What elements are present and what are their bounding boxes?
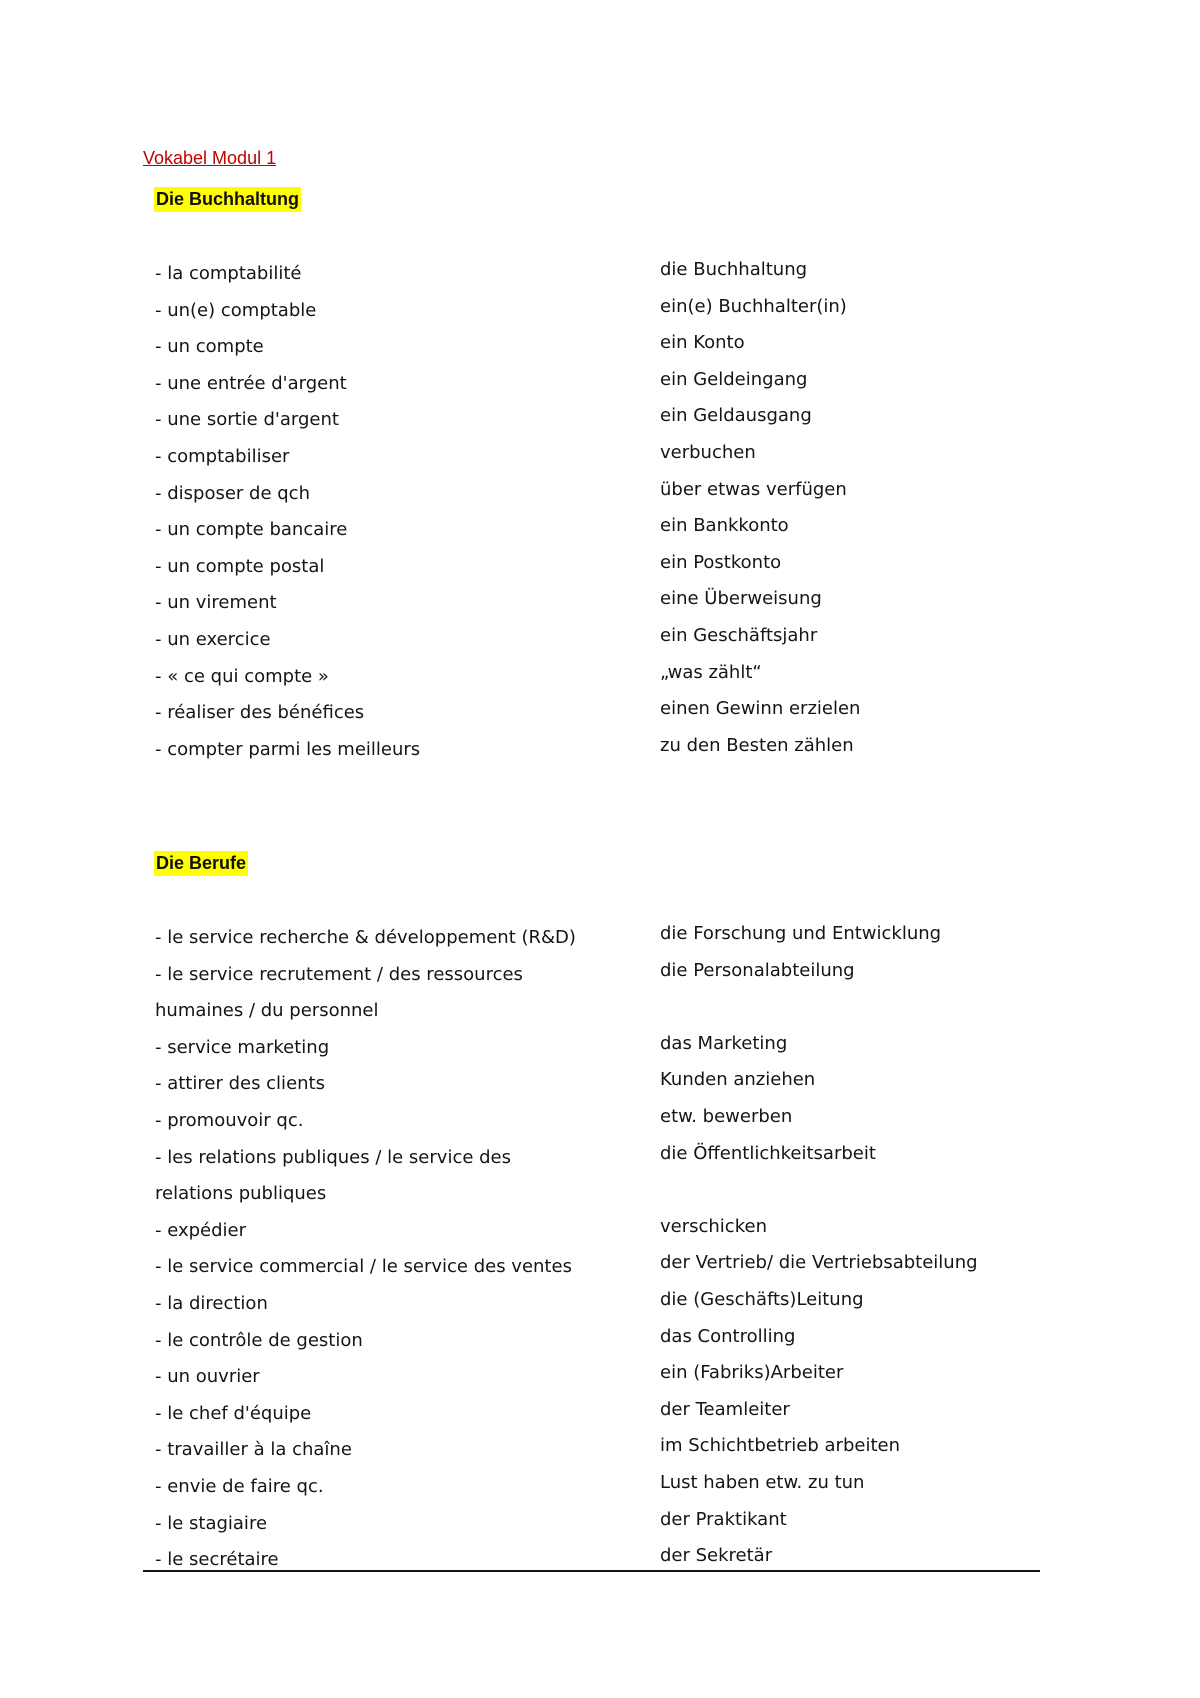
german-term: ein (Fabriks)Arbeiter [660, 1362, 844, 1384]
vocab-row [155, 1396, 1055, 1433]
french-term: - les relations publiques / le service des relations publiques [155, 1146, 512, 1205]
french-term: - un virement [155, 592, 277, 614]
french-term: - un exercice [155, 628, 271, 650]
vocab-row [155, 1140, 1055, 1213]
french-term: - la comptabilité [155, 263, 302, 284]
french-term: - le service recherche & développement (R&D) [155, 927, 576, 948]
german-term: die Buchhaltung [660, 259, 808, 280]
german-term: etw. bewerben [660, 1105, 793, 1127]
french-term: - « ce qui compte » [155, 665, 329, 687]
french-term: - la direction [155, 1292, 268, 1314]
german-term: eine Überweisung [660, 588, 822, 610]
german-term: die Forschung und Entwicklung [660, 923, 942, 944]
german-term: über etwas verfügen [660, 478, 847, 500]
german-term: die Personalabteilung [660, 959, 855, 981]
vocab-row [155, 695, 1055, 732]
vocab-row [155, 1066, 1055, 1103]
french-term: - service marketing [155, 1036, 330, 1058]
german-term: der Vertrieb/ die Vertriebsabteilung [660, 1252, 978, 1274]
vocab-row [155, 1249, 1055, 1286]
german-term: der Teamleiter [660, 1398, 790, 1420]
vocab-row [155, 622, 1055, 659]
german-term: die (Geschäfts)Leitung [660, 1288, 864, 1310]
french-term: - travailler à la chaîne [155, 1439, 352, 1461]
vocab-row [155, 512, 1055, 549]
french-term: - compter parmi les meilleurs [155, 738, 421, 760]
french-term: - une entrée d'argent [155, 372, 347, 394]
vocab-row [155, 256, 1055, 293]
german-term: ein Postkonto [660, 551, 782, 573]
german-term: die Öffentlichkeitsarbeit [660, 1142, 876, 1164]
german-term: das Controlling [660, 1325, 796, 1347]
vocab-row [155, 957, 1055, 1030]
french-term: - le stagiaire [155, 1512, 268, 1534]
german-term: der Sekretär [660, 1545, 773, 1567]
french-term: - un ouvrier [155, 1366, 260, 1388]
vocab-row [155, 1469, 1055, 1506]
french-term: - disposer de qch [155, 482, 310, 504]
french-term: - une sortie d'argent [155, 409, 339, 431]
vocab-row [155, 1213, 1055, 1250]
french-term: - expédier [155, 1219, 247, 1241]
french-term: - un compte postal [155, 555, 325, 577]
french-term: - un compte [155, 336, 264, 358]
vocab-row [155, 920, 1055, 957]
vocab-row [155, 1323, 1055, 1360]
vocab-row [155, 1542, 1055, 1579]
german-term: ein(e) Buchhalter(in) [660, 295, 847, 317]
vocab-row [155, 549, 1055, 586]
section-heading-buchhaltung [154, 186, 301, 212]
french-term: - le secrétaire [155, 1549, 279, 1571]
french-term: - le chef d'équipe [155, 1402, 312, 1424]
french-term: - le contrôle de gestion [155, 1329, 363, 1351]
vocab-row [155, 585, 1055, 622]
german-term: Lust haben etw. zu tun [660, 1471, 865, 1493]
german-term: ein Geldeingang [660, 368, 808, 390]
vocab-row [155, 366, 1055, 403]
german-term: ein Geldausgang [660, 405, 812, 427]
section-heading-berufe [154, 850, 248, 876]
section-heading-text: Die Buchhaltung [154, 187, 301, 212]
french-term: - un compte bancaire [155, 519, 348, 541]
french-term: - le service recrutement / des ressources humaines / du personnel [155, 963, 523, 1022]
vocab-row [155, 1506, 1055, 1543]
vocab-row [155, 293, 1055, 330]
german-term: „was zählt“ [660, 661, 762, 683]
french-term: - le service commercial / le service des ventes [155, 1256, 572, 1278]
document-title: Vokabel Modul 1 [143, 148, 277, 168]
section-heading-text: Die Berufe [154, 851, 248, 876]
german-term: zu den Besten zählen [660, 734, 854, 756]
vocab-row [155, 439, 1055, 476]
french-term: - promouvoir qc. [155, 1109, 304, 1131]
german-term: ein Konto [660, 332, 745, 354]
german-term: Kunden anziehen [660, 1069, 816, 1091]
vocab-row [155, 1103, 1055, 1140]
french-term: - envie de faire qc. [155, 1475, 324, 1497]
bottom-divider [143, 1570, 1040, 1572]
vocab-row [155, 1030, 1055, 1067]
german-term: ein Geschäftsjahr [660, 624, 818, 646]
german-term: im Schichtbetrieb arbeiten [660, 1435, 901, 1457]
vocab-row [155, 402, 1055, 439]
german-term: ein Bankkonto [660, 515, 789, 537]
french-term: - comptabiliser [155, 445, 290, 467]
french-term: - réaliser des bénéfices [155, 702, 365, 724]
vocab-row [155, 1286, 1055, 1323]
german-term: verschicken [660, 1215, 767, 1237]
french-term: - attirer des clients [155, 1073, 325, 1095]
german-term: das Marketing [660, 1032, 788, 1054]
german-term: verbuchen [660, 441, 756, 463]
vocab-row [155, 1359, 1055, 1396]
vocab-row [155, 1432, 1055, 1469]
german-term: einen Gewinn erzielen [660, 698, 861, 720]
vocab-row [155, 476, 1055, 513]
vocab-list-berufe [155, 920, 1055, 1579]
vocab-row [155, 329, 1055, 366]
vocab-row [155, 732, 1055, 769]
french-term: - un(e) comptable [155, 299, 317, 321]
vocab-row [155, 659, 1055, 696]
vocab-list-buchhaltung [155, 256, 1055, 768]
german-term: der Praktikant [660, 1508, 787, 1530]
